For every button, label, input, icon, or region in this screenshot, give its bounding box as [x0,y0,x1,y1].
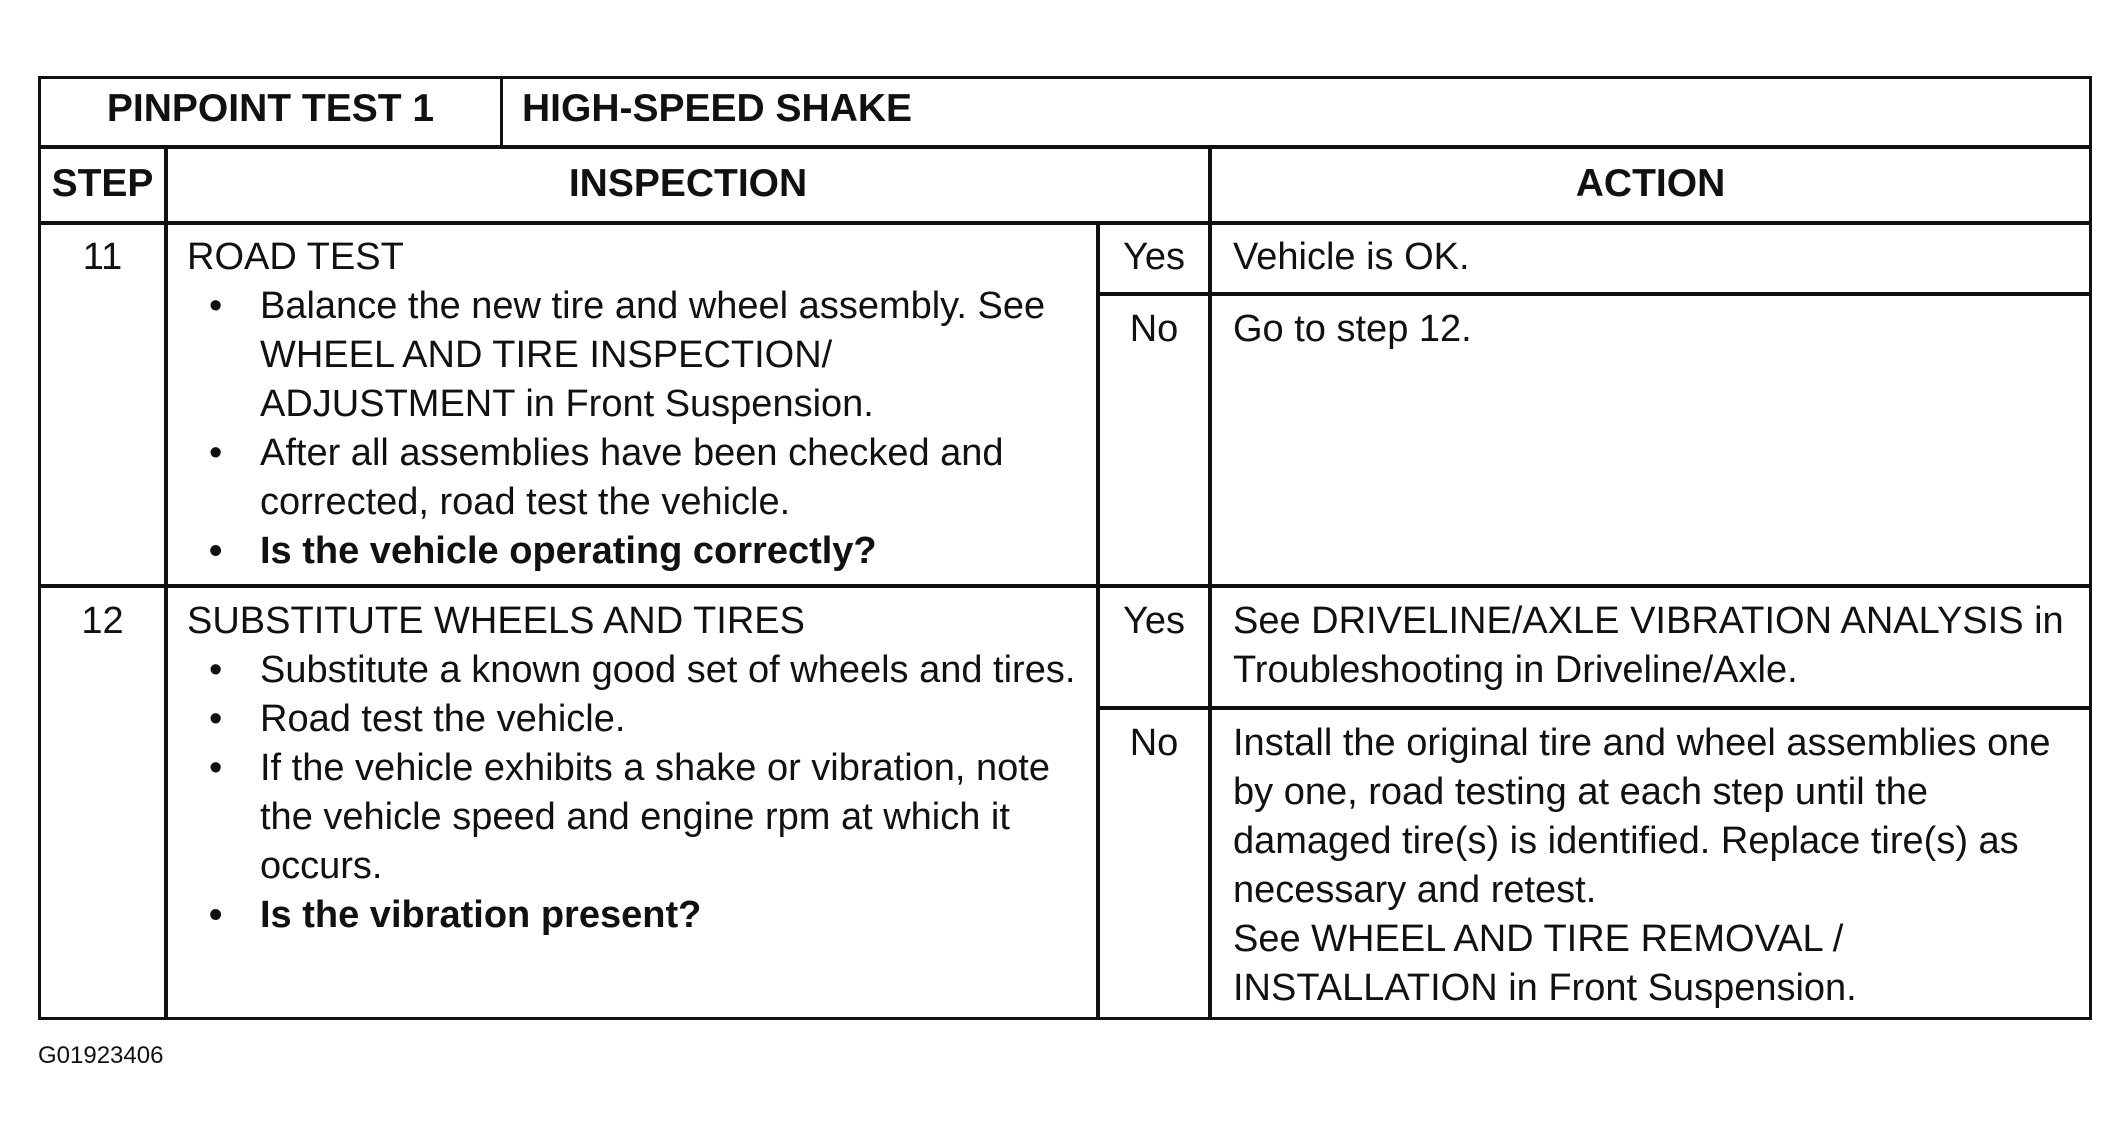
answer-yes-label: Yes [1123,236,1185,278]
column-header-step: STEP [51,162,154,205]
action-yes: Vehicle is OK. [1233,236,1470,278]
divider-header-row [38,221,2092,225]
action-yes: See DRIVELINE/AXLE VIBRATION ANALYSIS in Troubleshooting in Driveline/Axle. [1233,600,2064,691]
test-title: HIGH-SPEED SHAKE [522,87,913,130]
step-number: 11 [82,236,123,278]
step-title: ROAD TEST [187,236,404,278]
divider-step12-yes [1100,706,2092,710]
inspection-bullet: • Balance the new tire and wheel assembly. See WHEEL AND TIRE INSPECTION/ ADJUSTMENT in Front Suspension. [187,282,1092,429]
divider-step-rows [38,584,2092,588]
step-number: 12 [81,600,124,642]
answer-no-label: No [1129,308,1179,350]
step-inspection [187,233,1092,576]
divider-step11-yes [1100,292,2092,296]
action-no-text: Install the original tire and wheel assemblies one by one, road testing at each step until the damaged tire(s) is identified. Replace tire(s) as necessary and retest. [1233,722,2051,911]
action-no: Go to step 12. [1233,308,1472,350]
test-number-label: PINPOINT TEST 1 [106,87,435,130]
step-title: SUBSTITUTE WHEELS AND TIRES [187,600,805,642]
inspection-bullet: • If the vehicle exhibits a shake or vibration, note the vehicle speed and engine rpm at which it occurs. [187,744,1092,891]
step-inspection [187,597,1092,940]
divider-inspection-action [1208,147,1212,1020]
action-no-reference: See WHEEL AND TIRE REMOVAL / INSTALLATION in Front Suspension. [1233,918,1857,1009]
inspection-bullet: • After all assemblies have been checked and corrected, road test the vehicle. [187,429,1092,527]
inspection-bullet: • Substitute a known good set of wheels and tires. [187,646,1092,695]
inspection-question: • Is the vehicle operating correctly? [187,527,1092,576]
column-header-action: ACTION [1575,162,1726,205]
inspection-bullet: • Road test the vehicle. [187,695,1092,744]
action-no [1233,719,2083,1013]
figure-id: G01923406 [38,1042,164,1069]
answer-no-label: No [1129,722,1179,764]
inspection-bullet-list [187,646,1092,940]
divider-title-cols [500,76,503,147]
inspection-bullet-list [187,282,1092,576]
divider-step-col [164,147,168,1020]
answer-yes-label: Yes [1123,600,1185,642]
divider-title-row [38,145,2092,149]
inspection-question: • Is the vibration present? [187,891,1092,940]
column-header-inspection: INSPECTION [568,162,808,205]
